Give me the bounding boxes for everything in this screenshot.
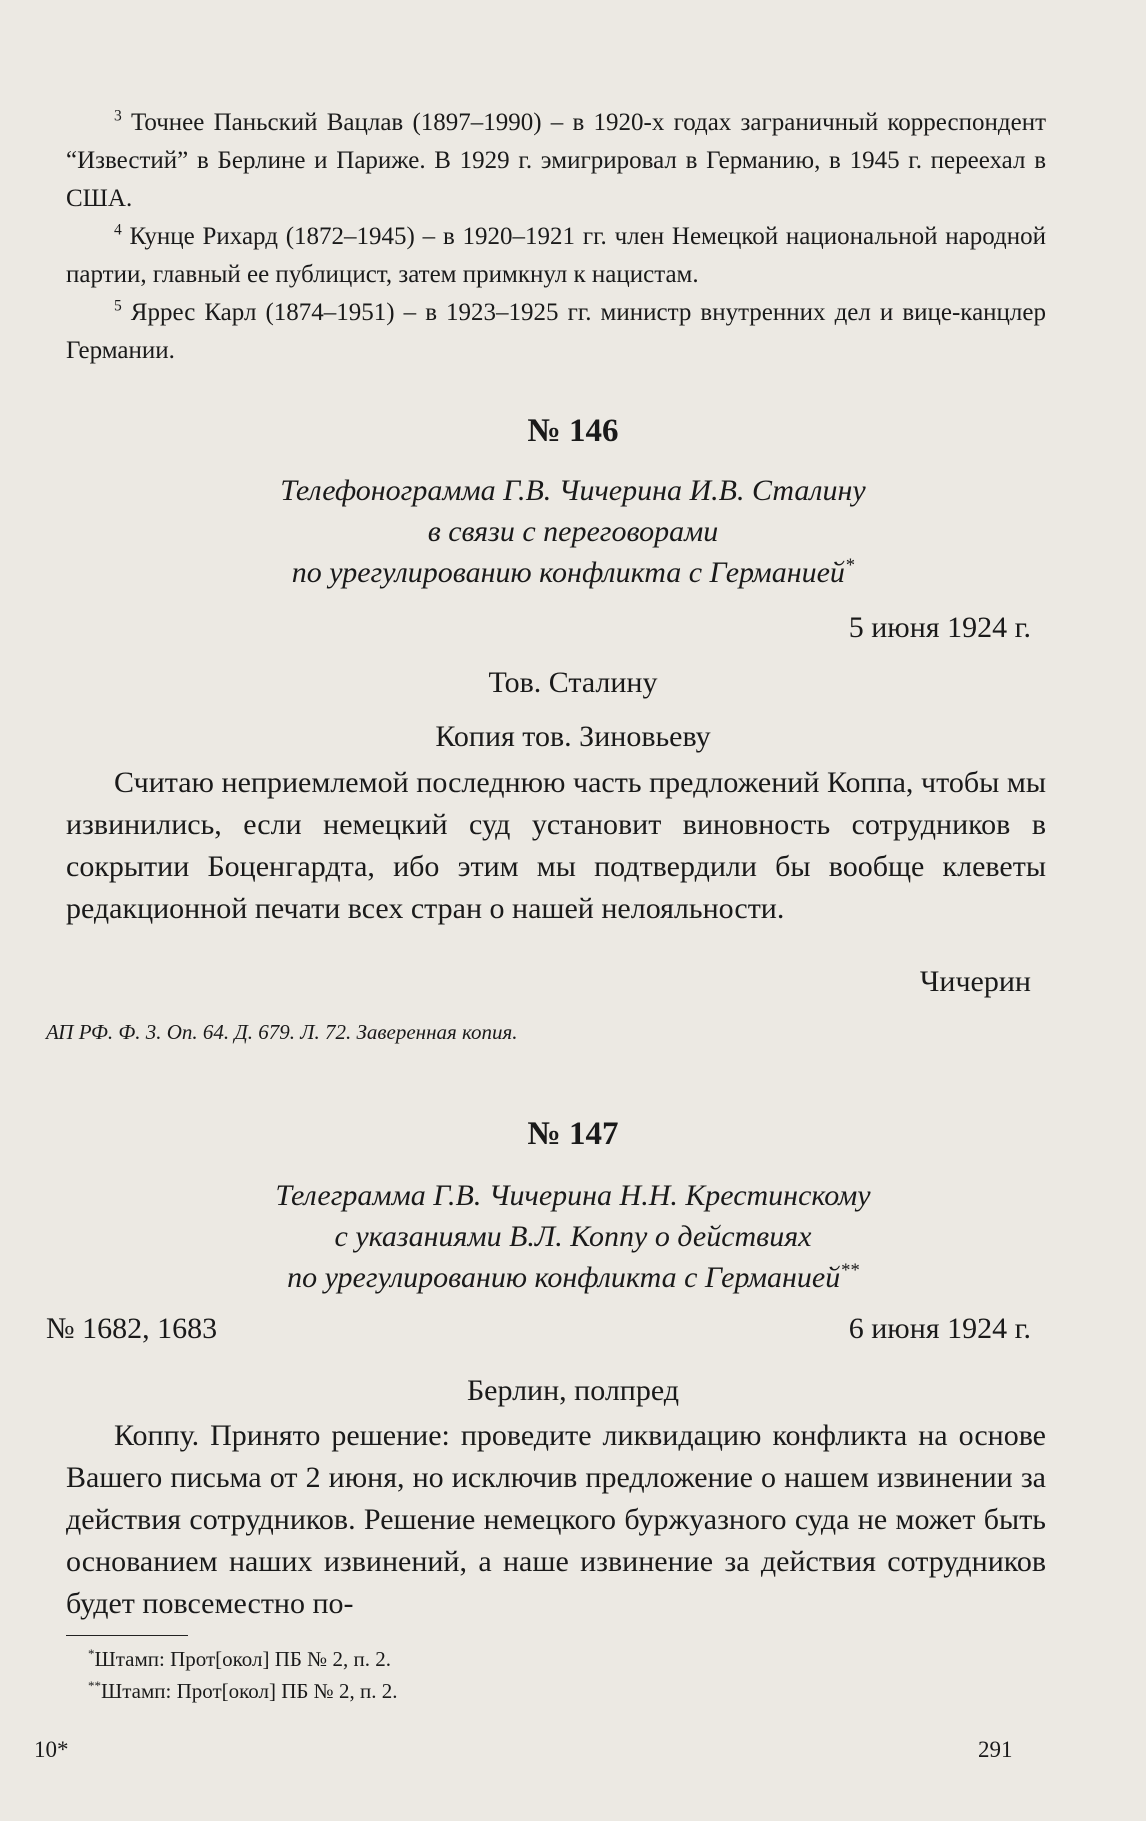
doc146-source: АП РФ. Ф. 3. Оп. 64. Д. 679. Л. 72. Заверенная копия. xyxy=(46,1020,518,1044)
footnote-double-star: **Штамп: Прот[окол] ПБ № 2, п. 2. xyxy=(88,1678,398,1703)
doc147-date: 6 июня 1924 г. xyxy=(848,1312,1031,1345)
doc146-number: № 146 xyxy=(527,413,619,449)
footnote-3: $^3$ Точнее Паньский Вацлав (1897–1990) – в 1920-х годах заграничный корреспондент “Известий” в Берлине и Париже. В 1929 г. эмигрировал в Германию, в 1945 г. переехал в США. xyxy=(66,107,1046,212)
bottom-footnotes xyxy=(88,1643,397,1707)
footnote-5: $^5$ Яррес Карл (1874–1951) – в 1923–1925 гг. министр внутренних дел и вице-канцлер Германии. xyxy=(66,297,1047,364)
doc147-ref-numbers: № 1682, 1683 xyxy=(46,1312,218,1345)
doc147-body: Коппу. Принято решение: проведите ликвидацию конфликта на основе Вашего письма от 2 июня, но исключив предложение о нашем извинении за действия сотрудников. Решение немецкого буржуазного суда не может быть основанием наших извинений, а наше извинение за действия сотрудников будет повсеместно по- xyxy=(66,1419,1046,1620)
doc146-date: 5 июня 1924 г. xyxy=(848,611,1031,644)
footnote-star: *Штамп: Прот[окол] ПБ № 2, п. 2. xyxy=(88,1646,391,1671)
doc146-title: Телефонограмма Г.В. Чичерина И.В. Сталину в связи с переговорами по урегулированию конфликта с Германией* xyxy=(280,474,866,589)
doc146-body: Считаю неприемлемой последнюю часть предложений Коппа, чтобы мы извинились, если немецкий суд установит виновность сотрудников в сокрытии Боценгардта, ибо этим мы подтвердили бы вообще клеветы редакционной печати всех стран о нашей нелояльности. xyxy=(66,766,1046,925)
doc146-addressee: Тов. Сталину xyxy=(488,666,658,699)
doc147-title: Телеграмма Г.В. Чичерина Н.Н. Крестинскому с указаниями В.Л. Коппу о действиях по урегулированию конфликта с Германией** xyxy=(275,1179,871,1294)
doc146-copy-to: Копия тов. Зиновьеву xyxy=(435,720,711,753)
doc146-signature: Чичерин xyxy=(919,965,1031,998)
doc147-addressee: Берлин, полпред xyxy=(466,1374,680,1407)
footnote-4: $^4$ Кунце Рихард (1872–1945) – в 1920–1921 гг. член Немецкой национальной народной партии, главный ее публицист, затем примкнул к нацистам. xyxy=(66,221,1046,288)
printer-signature-mark: 10* xyxy=(34,1737,69,1762)
top-footnotes xyxy=(66,104,1046,370)
doc147-number: № 147 xyxy=(527,1116,619,1152)
doc147-header-row xyxy=(46,1312,1031,1346)
footnote-divider xyxy=(66,1635,188,1636)
page-number: 291 xyxy=(978,1737,1013,1762)
